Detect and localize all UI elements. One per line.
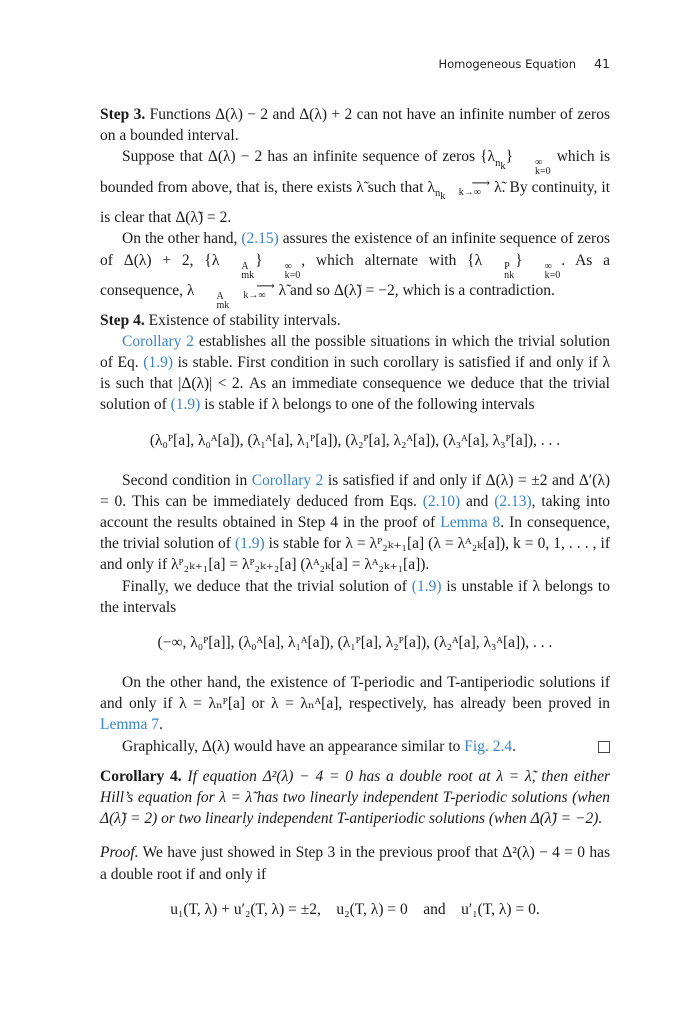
ref-eq-1-9-b[interactable]: (1.9)	[170, 396, 201, 414]
step4-lead: Step 4. Existence of stability intervals.	[100, 311, 341, 329]
page-body	[100, 104, 610, 939]
corollary-title: Corollary 4.	[100, 767, 182, 785]
limit-arrow-2: ⟶ k→∞	[243, 278, 275, 302]
step4-paragraph-3: Finally, we deduce that the trivial solution of (1.9) is unstable if λ belongs to the intervals	[100, 577, 610, 616]
step4-paragraph-1: Corollary 2 establishes all the possible situations in which the trivial solution of Eq. (1.9) is stable. First condition in such corollary is satisfied if and only if λ is such that |Δ(λ)| < 2. As an immediate consequence we deduce that the trivial solution of (1.9) is stable if λ belongs to one of the following intervals	[100, 332, 611, 414]
step4-paragraph-2: Second condition in Corollary 2 is satisfied if and only if Δ(λ) = ±2 and Δ′(λ) = 0. This can be immediately deduced from Eqs. (2.10) and (2.13), taking into account the results obtained in Step 4 in the proof of Lemma 8. In consequence, the trivial solution of (1.9) is stable for λ = λᴾ₂ₖ₊₁[a] (λ = λᴬ₂ₖ[a]), k = 0, 1, . . . , if and only if λᴾ₂ₖ₊₁[a] = λᴾ₂ₖ₊₂[a] (λᴬ₂ₖ[a] = λᴬ₂ₖ₊₁[a]).	[100, 471, 611, 574]
step3-lead: Step 3. Functions Δ(λ) − 2 and Δ(λ) + 2 can not have an infinite number of zeros on a bounded interval.	[100, 106, 610, 145]
ref-eq-1-9[interactable]: (1.9)	[143, 354, 173, 371]
step3-paragraph-1: Suppose that Δ(λ) − 2 has an infinite sequence of zeros $\{\lambda_{n_k}\}$ ∞ k=0 which is bounded from above, that is, there exists λ̃ such that $\lambda_{n_k}$ ⟶ k→∞ λ̃. By continuity, it is clear that Δ(λ̃) = 2.	[100, 148, 611, 227]
page-header	[100, 57, 610, 75]
step3-title: Step 3.	[100, 106, 146, 123]
corollary-4: Corollary 4. If equation Δ²(λ) − 4 = 0 has a double root at λ = λ̃, then either Hill’s equation for λ = λ̃ has two linearly independent T-periodic solutions (when Δ(λ̃) = 2) or two linearly independent T-antiperiodic solutions (when Δ(λ̃) = −2).	[100, 767, 610, 828]
step4-paragraph-5: Graphically, Δ(λ) would have an appearance similar to Fig. 2.4.	[100, 736, 610, 757]
proof-paragraph: Proof. We have just showed in Step 3 in the previous proof that Δ²(λ) − 4 = 0 has a double root if and only if	[100, 844, 610, 883]
ref-corollary-2[interactable]: Corollary 2	[122, 332, 194, 350]
ref-eq-1-9-c[interactable]: (1.9)	[234, 535, 265, 553]
step3-paragraph-2: On the other hand, (2.15) assures the existence of an infinite sequence of zeros of Δ(λ) + 2, {λ A mk } ∞ k=0 , which alternate with {λ P nk } ∞ k=0 . As a consequence, λ A mk ⟶ k→∞ λ̃ and so Δ(λ̃) = −2, which is a contradiction.	[100, 230, 611, 311]
ref-corollary-2-b[interactable]: Corollary 2	[251, 471, 324, 489]
qed-box-icon	[598, 741, 610, 753]
ref-lemma-8[interactable]: Lemma 8	[440, 514, 501, 532]
proof-title: Proof.	[100, 844, 139, 862]
ref-eq-2-10[interactable]: (2.10)	[422, 492, 461, 510]
running-title: Homogeneous Equation	[438, 57, 576, 71]
ref-fig-2-4[interactable]: Fig. 2.4	[464, 737, 513, 755]
step4-paragraph-4: On the other hand, the existence of T-periodic and T-antiperiodic solutions if and only if λ = λₙᴾ[a] or λ = λₙᴬ[a], respectively, has already been proved in Lemma 7.	[100, 674, 610, 734]
ref-eq-2-13[interactable]: (2.13)	[494, 492, 532, 510]
step4-title: Step 4.	[100, 311, 145, 329]
ref-lemma-7[interactable]: Lemma 7	[100, 716, 159, 734]
instability-intervals-equation: (−∞, λ₀ᴾ[a]], (λ₀ᴬ[a], λ₁ᴬ[a]), (λ₁ᴾ[a], λ₂ᴾ[a]), (λ₂ᴬ[a], λ₃ᴬ[a]), . . .	[157, 634, 553, 652]
page-number: 41	[594, 56, 610, 71]
ref-eq-2-15[interactable]: (2.15)	[241, 230, 279, 248]
limit-arrow: ⟶ k→∞	[458, 175, 491, 199]
ref-eq-1-9-d[interactable]: (1.9)	[411, 577, 442, 595]
double-root-conditions-equation: u₁(T, λ) + u′₂(T, λ) = ±2, u₂(T, λ) = 0 and u′₁(T, λ) = 0.	[170, 900, 540, 918]
stability-intervals-equation: (λ₀ᴾ[a], λ₀ᴬ[a]), (λ₁ᴬ[a], λ₁ᴾ[a]), (λ₂ᴾ[a], λ₂ᴬ[a]), (λ₃ᴬ[a], λ₃ᴾ[a]), . . .	[149, 431, 561, 449]
